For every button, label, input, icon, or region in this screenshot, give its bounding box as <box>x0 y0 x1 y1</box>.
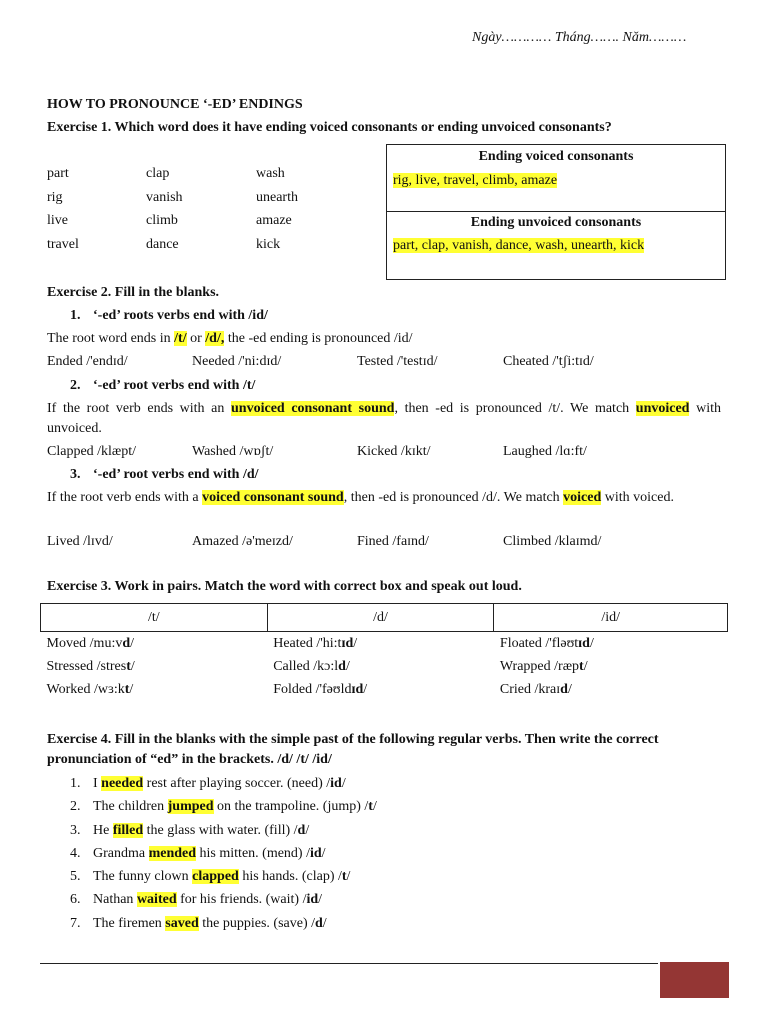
unvoiced-answer: part, clap, vanish, dance, wash, unearth, kick <box>393 238 645 253</box>
highlight: /d/, <box>205 331 225 346</box>
text: If the root verb ends with an <box>47 401 232 416</box>
section2-title <box>70 378 255 394</box>
example: Fined /faɪnd/ <box>357 534 429 549</box>
word: amaze <box>256 213 292 228</box>
list-item: 5. The funny clown clapped his hands. (clap) /t/ <box>70 869 351 885</box>
section-title-text: ‘-ed’ roots verbs end with /id/ <box>93 308 268 323</box>
example: Cheated /'tʃi:tɪd/ <box>503 354 594 369</box>
column-header: /id/ <box>494 604 728 632</box>
exercise3-table <box>40 603 728 701</box>
table-cell: Worked /wɜ:kt/ <box>46 681 134 697</box>
word: dance <box>146 237 179 252</box>
word: part <box>47 166 69 181</box>
table-row <box>41 632 728 656</box>
table-row <box>41 678 728 701</box>
table-row <box>41 655 728 678</box>
page-title: HOW TO PRONOUNCE ‘-ED’ ENDINGS <box>47 97 303 112</box>
box-divider <box>387 211 725 212</box>
section1-title <box>70 308 268 324</box>
voiced-header: Ending voiced consonants <box>478 149 634 164</box>
section1-rule <box>47 331 413 347</box>
example: Amazed /ə'meɪzd/ <box>192 534 293 549</box>
section3-rule <box>47 488 721 508</box>
word: unearth <box>256 190 298 205</box>
answer-highlight: saved <box>165 915 199 931</box>
word: vanish <box>146 190 183 205</box>
table-cell: Called /kɔ:ld/ <box>273 658 350 674</box>
example: Tested /'testɪd/ <box>357 354 438 369</box>
text: The root word ends in <box>47 331 175 346</box>
example: Climbed /klaɪmd/ <box>503 534 602 549</box>
list-item: 2. The children jumped on the trampoline. (jump) /t/ <box>70 799 377 815</box>
table-cell: Folded /'fəʊldɪd/ <box>273 681 368 697</box>
answer-highlight: jumped <box>167 799 214 815</box>
exercise4-heading: Exercise 4. Fill in the blanks with the simple past of the following regular verbs. Then write the correct pronunciation of “ed” in the brackets. /d/ /t/ /id/ <box>47 732 659 767</box>
answer-highlight: clapped <box>192 869 239 885</box>
example: Clapped /klæpt/ <box>47 444 137 459</box>
text: or <box>186 331 206 346</box>
table-cell: Moved /mu:vd/ <box>46 635 135 651</box>
word: clap <box>146 166 170 181</box>
section-number: 1. <box>70 308 81 323</box>
answer-highlight: needed <box>101 776 144 791</box>
word: live <box>47 213 68 228</box>
example: Kicked /kɪkt/ <box>357 444 431 459</box>
example: Lived /lɪvd/ <box>47 534 113 549</box>
table-cell: Wrapped /ræpt/ <box>499 658 588 674</box>
highlight: unvoiced consonant sound <box>231 401 395 416</box>
answer-highlight: mended <box>148 845 197 861</box>
example: Needed /'ni:dɪd/ <box>192 354 282 369</box>
unvoiced-header: Ending unvoiced consonants <box>470 215 642 230</box>
section-number: 3. <box>70 467 81 482</box>
text: with voiced. <box>601 490 674 505</box>
list-item: 7. The firemen saved the puppies. (save) /d/ <box>70 915 327 931</box>
list-item: 1. I needed rest after playing soccer. (need) /id/ <box>70 776 346 791</box>
list-item: 4. Grandma mended his mitten. (mend) /id/ <box>70 845 326 861</box>
highlight: /t/ <box>174 331 187 346</box>
example: Laughed /lɑ:ft/ <box>503 444 587 459</box>
list-item: 3. He filled the glass with water. (fill) /d/ <box>70 822 310 838</box>
highlight: voiced consonant sound <box>202 490 344 505</box>
list-item: 6. Nathan waited for his friends. (wait) /id/ <box>70 892 323 908</box>
answer-highlight: waited <box>136 892 177 908</box>
text: If the root verb ends with a <box>47 490 203 505</box>
section2-rule <box>47 399 721 439</box>
exercise3-heading: Exercise 3. Work in pairs. Match the word with correct box and speak out loud. <box>47 579 522 594</box>
table-cell: Floated /'fləʊtɪd/ <box>499 635 594 651</box>
date-line: Ngày………… Tháng……. Năm……… <box>472 30 687 45</box>
section-title-text: ‘-ed’ root verbs end with /d/ <box>93 467 259 482</box>
word: kick <box>256 237 281 252</box>
text: the -ed ending is pronounced /id/ <box>224 331 413 346</box>
answer-highlight: filled <box>112 822 144 838</box>
footer-divider <box>40 963 658 964</box>
column-header: /d/ <box>267 604 494 632</box>
table-cell: Stressed /strest/ <box>46 658 135 674</box>
word: wash <box>256 166 285 181</box>
highlight: unvoiced <box>635 401 690 416</box>
text: with unvoiced. <box>47 401 722 436</box>
consonant-answer-box <box>386 144 726 280</box>
word: travel <box>47 237 79 252</box>
exercise1-question: Exercise 1. Which word does it have ending voiced consonants or ending unvoiced consonants? <box>47 120 612 135</box>
exercise2-heading: Exercise 2. Fill in the blanks. <box>47 285 220 300</box>
example: Washed /wɒʃt/ <box>192 444 274 459</box>
voiced-answer: rig, live, travel, climb, amaze <box>393 173 558 188</box>
section3-title <box>70 467 259 483</box>
section-title-text: ‘-ed’ root verbs end with /t/ <box>93 378 256 393</box>
word: rig <box>47 190 63 205</box>
section-number: 2. <box>70 378 81 393</box>
text: , then -ed is pronounced /t/. We match <box>394 401 636 416</box>
text: , then -ed is pronounced /d/. We match <box>343 490 564 505</box>
highlight: voiced <box>563 490 602 505</box>
column-header: /t/ <box>41 604 268 632</box>
exercise4-list <box>70 774 377 937</box>
table-cell: Cried /kraɪd/ <box>499 681 572 697</box>
word: climb <box>146 213 178 228</box>
example: Ended /'endɪd/ <box>47 354 128 369</box>
page-number-box <box>660 962 729 998</box>
table-cell: Heated /'hi:tɪd/ <box>273 635 358 651</box>
